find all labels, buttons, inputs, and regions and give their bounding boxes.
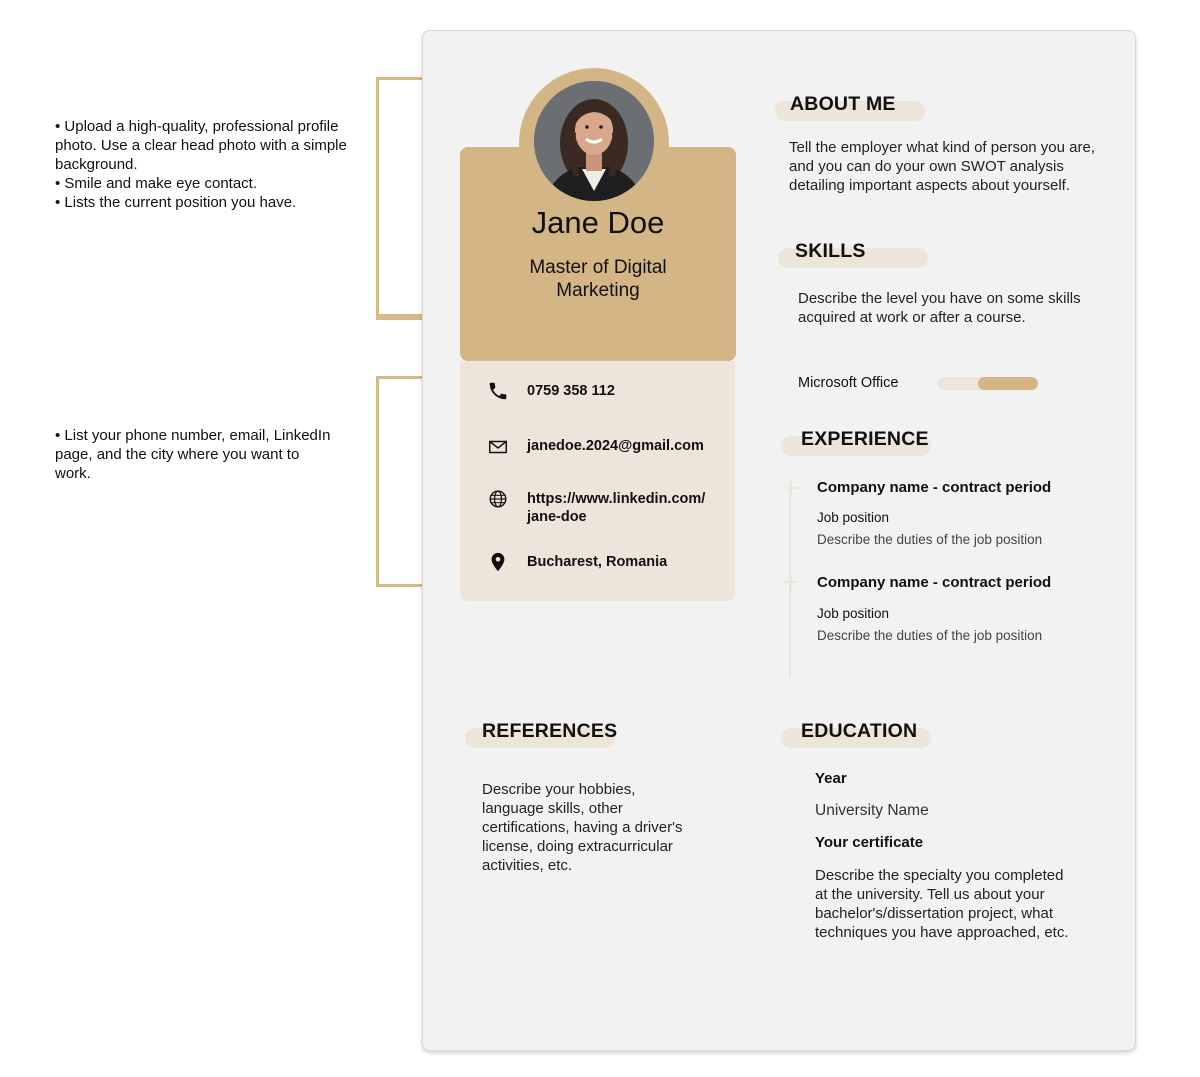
experience-company: Company name - contract period [817,574,1052,591]
about-text: Tell the employer what kind of person you are, and you can do your own SWOT analysis detailing important aspects about yourself. [789,139,1095,194]
references-text: Describe your hobbies, language skills, other certifications, having a driver's license, doing extracurricular activities, etc. [482,781,683,874]
timeline-star-icon [779,476,803,500]
education-title: EDUCATION [801,720,918,742]
contact-tips-note: • List your phone number, email, LinkedIn page, and the city where you want to work. [55,427,331,482]
education-university: University Name [815,802,929,819]
experience-job: Job position [817,510,890,525]
skills-title: SKILLS [795,240,866,262]
contact-location: Bucharest, Romania [527,554,668,570]
skill-name: Microsoft Office [798,375,899,391]
skill-level-fill [978,377,1038,390]
education-certificate: Your certificate [815,834,924,851]
mail-icon [487,436,509,458]
contact-phone: 0759 358 112 [527,383,615,399]
experience-duties: Describe the duties of the job position [817,628,1043,643]
profile-photo [534,81,654,201]
globe-icon [487,488,509,510]
experience-company: Company name - contract period [817,479,1052,496]
skills-text: Describe the level you have on some skills acquired at work or after a course. [798,290,1081,326]
education-year: Year [815,770,847,787]
profile-tips-note: • Upload a high-quality, professional profile photo. Use a clear head photo with a simple background. • Smile and make eye contact. • Lists the current position you have. [55,118,347,211]
experience-duties: Describe the duties of the job position [817,532,1043,547]
phone-icon [487,380,509,402]
references-title: REFERENCES [482,720,618,742]
experience-job: Job position [817,606,890,621]
profile-name: Jane Doe [531,205,665,240]
experience-title: EXPERIENCE [801,428,929,450]
timeline-star-icon [779,570,803,594]
education-text: Describe the specialty you completed at the university. Tell us about your bachelor's/dissertation project, what techniques you have approached, etc. [815,867,1069,941]
contact-linkedin[interactable]: https://www.linkedin.com/ jane-doe [527,491,706,525]
about-title: ABOUT ME [790,93,896,115]
location-pin-icon [487,551,509,573]
contact-email[interactable]: janedoe.2024@gmail.com [527,438,704,454]
profile-position: Master of Digital Marketing [529,257,667,301]
